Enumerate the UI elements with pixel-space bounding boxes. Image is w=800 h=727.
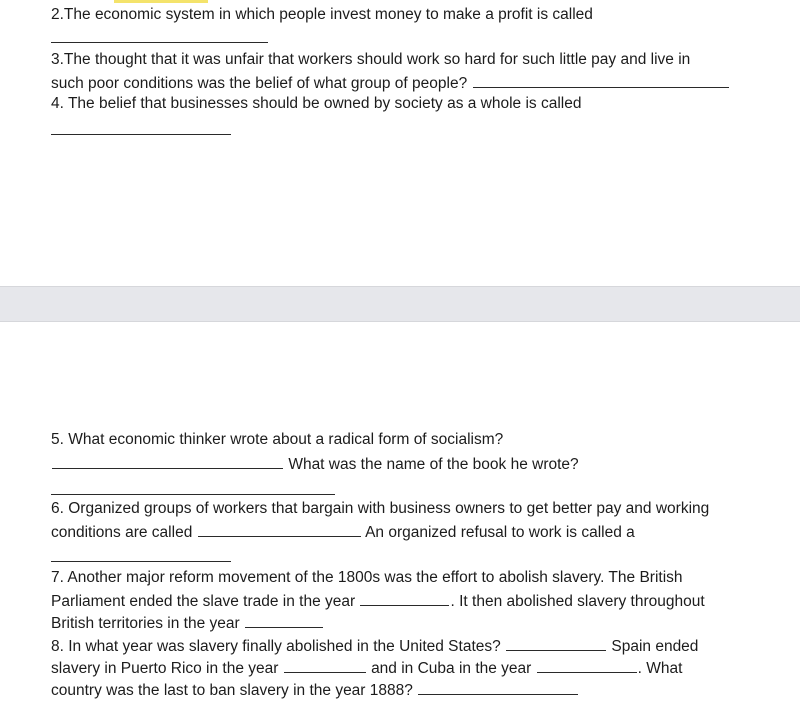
question-3-answer-blank[interactable] bbox=[473, 72, 729, 88]
question-7-text-2a: Parliament ended the slave trade in the year bbox=[51, 593, 356, 610]
question-2 bbox=[51, 5, 593, 25]
question-7-text-2b: . It then abolished slavery throughout bbox=[450, 593, 705, 610]
highlight-mark bbox=[114, 0, 208, 3]
question-5-book-blank[interactable] bbox=[51, 494, 335, 495]
question-7-text-1: 7. Another major reform movement of the 1800s was the effort to abolish slavery. The British bbox=[51, 569, 683, 586]
question-6-line-2 bbox=[51, 521, 635, 543]
question-8-text-2c: . What bbox=[637, 660, 683, 677]
page-divider bbox=[0, 286, 800, 322]
worksheet-page-top bbox=[0, 0, 800, 286]
question-5-line-2 bbox=[51, 453, 579, 475]
question-5-line-1 bbox=[51, 430, 503, 450]
question-6-unions-blank[interactable] bbox=[198, 521, 361, 537]
question-7-slave-trade-year-blank[interactable] bbox=[360, 590, 449, 606]
question-6-text-2b: An organized refusal to work is called a bbox=[365, 524, 635, 541]
question-8-text-1a: 8. In what year was slavery finally abolished in the United States? bbox=[51, 638, 501, 655]
question-7-line-3 bbox=[51, 612, 324, 634]
question-5-text-1: 5. What economic thinker wrote about a radical form of socialism? bbox=[51, 431, 504, 448]
question-8-text-2b: and in Cuba in the year bbox=[371, 660, 532, 677]
question-6-text-1: 6. Organized groups of workers that bargain with business owners to get better pay and working bbox=[51, 500, 710, 517]
worksheet-page-bottom bbox=[0, 322, 800, 727]
question-8-text-3: country was the last to ban slavery in the year 1888? bbox=[51, 682, 413, 699]
question-8-cuba-year-blank[interactable] bbox=[537, 657, 637, 673]
question-7-line-2 bbox=[51, 590, 705, 612]
question-4-text: 4. The belief that businesses should be owned by society as a whole is called bbox=[51, 95, 582, 112]
question-3-line-2 bbox=[51, 72, 730, 94]
question-2-answer-blank[interactable] bbox=[51, 42, 268, 43]
question-3-line-1 bbox=[51, 50, 690, 70]
question-5-text-2: What was the name of the book he wrote? bbox=[288, 456, 579, 473]
question-8-country-blank[interactable] bbox=[418, 679, 578, 695]
question-8-puerto-rico-year-blank[interactable] bbox=[284, 657, 366, 673]
question-8-text-2a: slavery in Puerto Rico in the year bbox=[51, 660, 279, 677]
question-7-abolition-year-blank[interactable] bbox=[245, 612, 323, 628]
question-8-us-year-blank[interactable] bbox=[506, 635, 606, 651]
question-6-strike-blank[interactable] bbox=[51, 561, 231, 562]
question-5-thinker-blank[interactable] bbox=[52, 453, 283, 469]
question-8-text-1b: Spain ended bbox=[611, 638, 699, 655]
question-3-text-2: such poor conditions was the belief of what group of people? bbox=[51, 75, 468, 92]
question-2-text: 2.The economic system in which people invest money to make a profit is called bbox=[51, 6, 593, 23]
question-7-line-1 bbox=[51, 568, 683, 588]
question-8-line-2 bbox=[51, 657, 682, 679]
question-3-text-1: 3.The thought that it was unfair that workers should work so hard for such little pay and live in bbox=[51, 51, 691, 68]
question-4-answer-blank[interactable] bbox=[51, 134, 231, 135]
question-8-line-3 bbox=[51, 679, 579, 701]
question-7-text-3: British territories in the year bbox=[51, 615, 240, 632]
question-4 bbox=[51, 94, 581, 114]
question-8-line-1 bbox=[51, 635, 698, 657]
question-6-text-2a: conditions are called bbox=[51, 524, 193, 541]
question-6-line-1 bbox=[51, 499, 709, 519]
